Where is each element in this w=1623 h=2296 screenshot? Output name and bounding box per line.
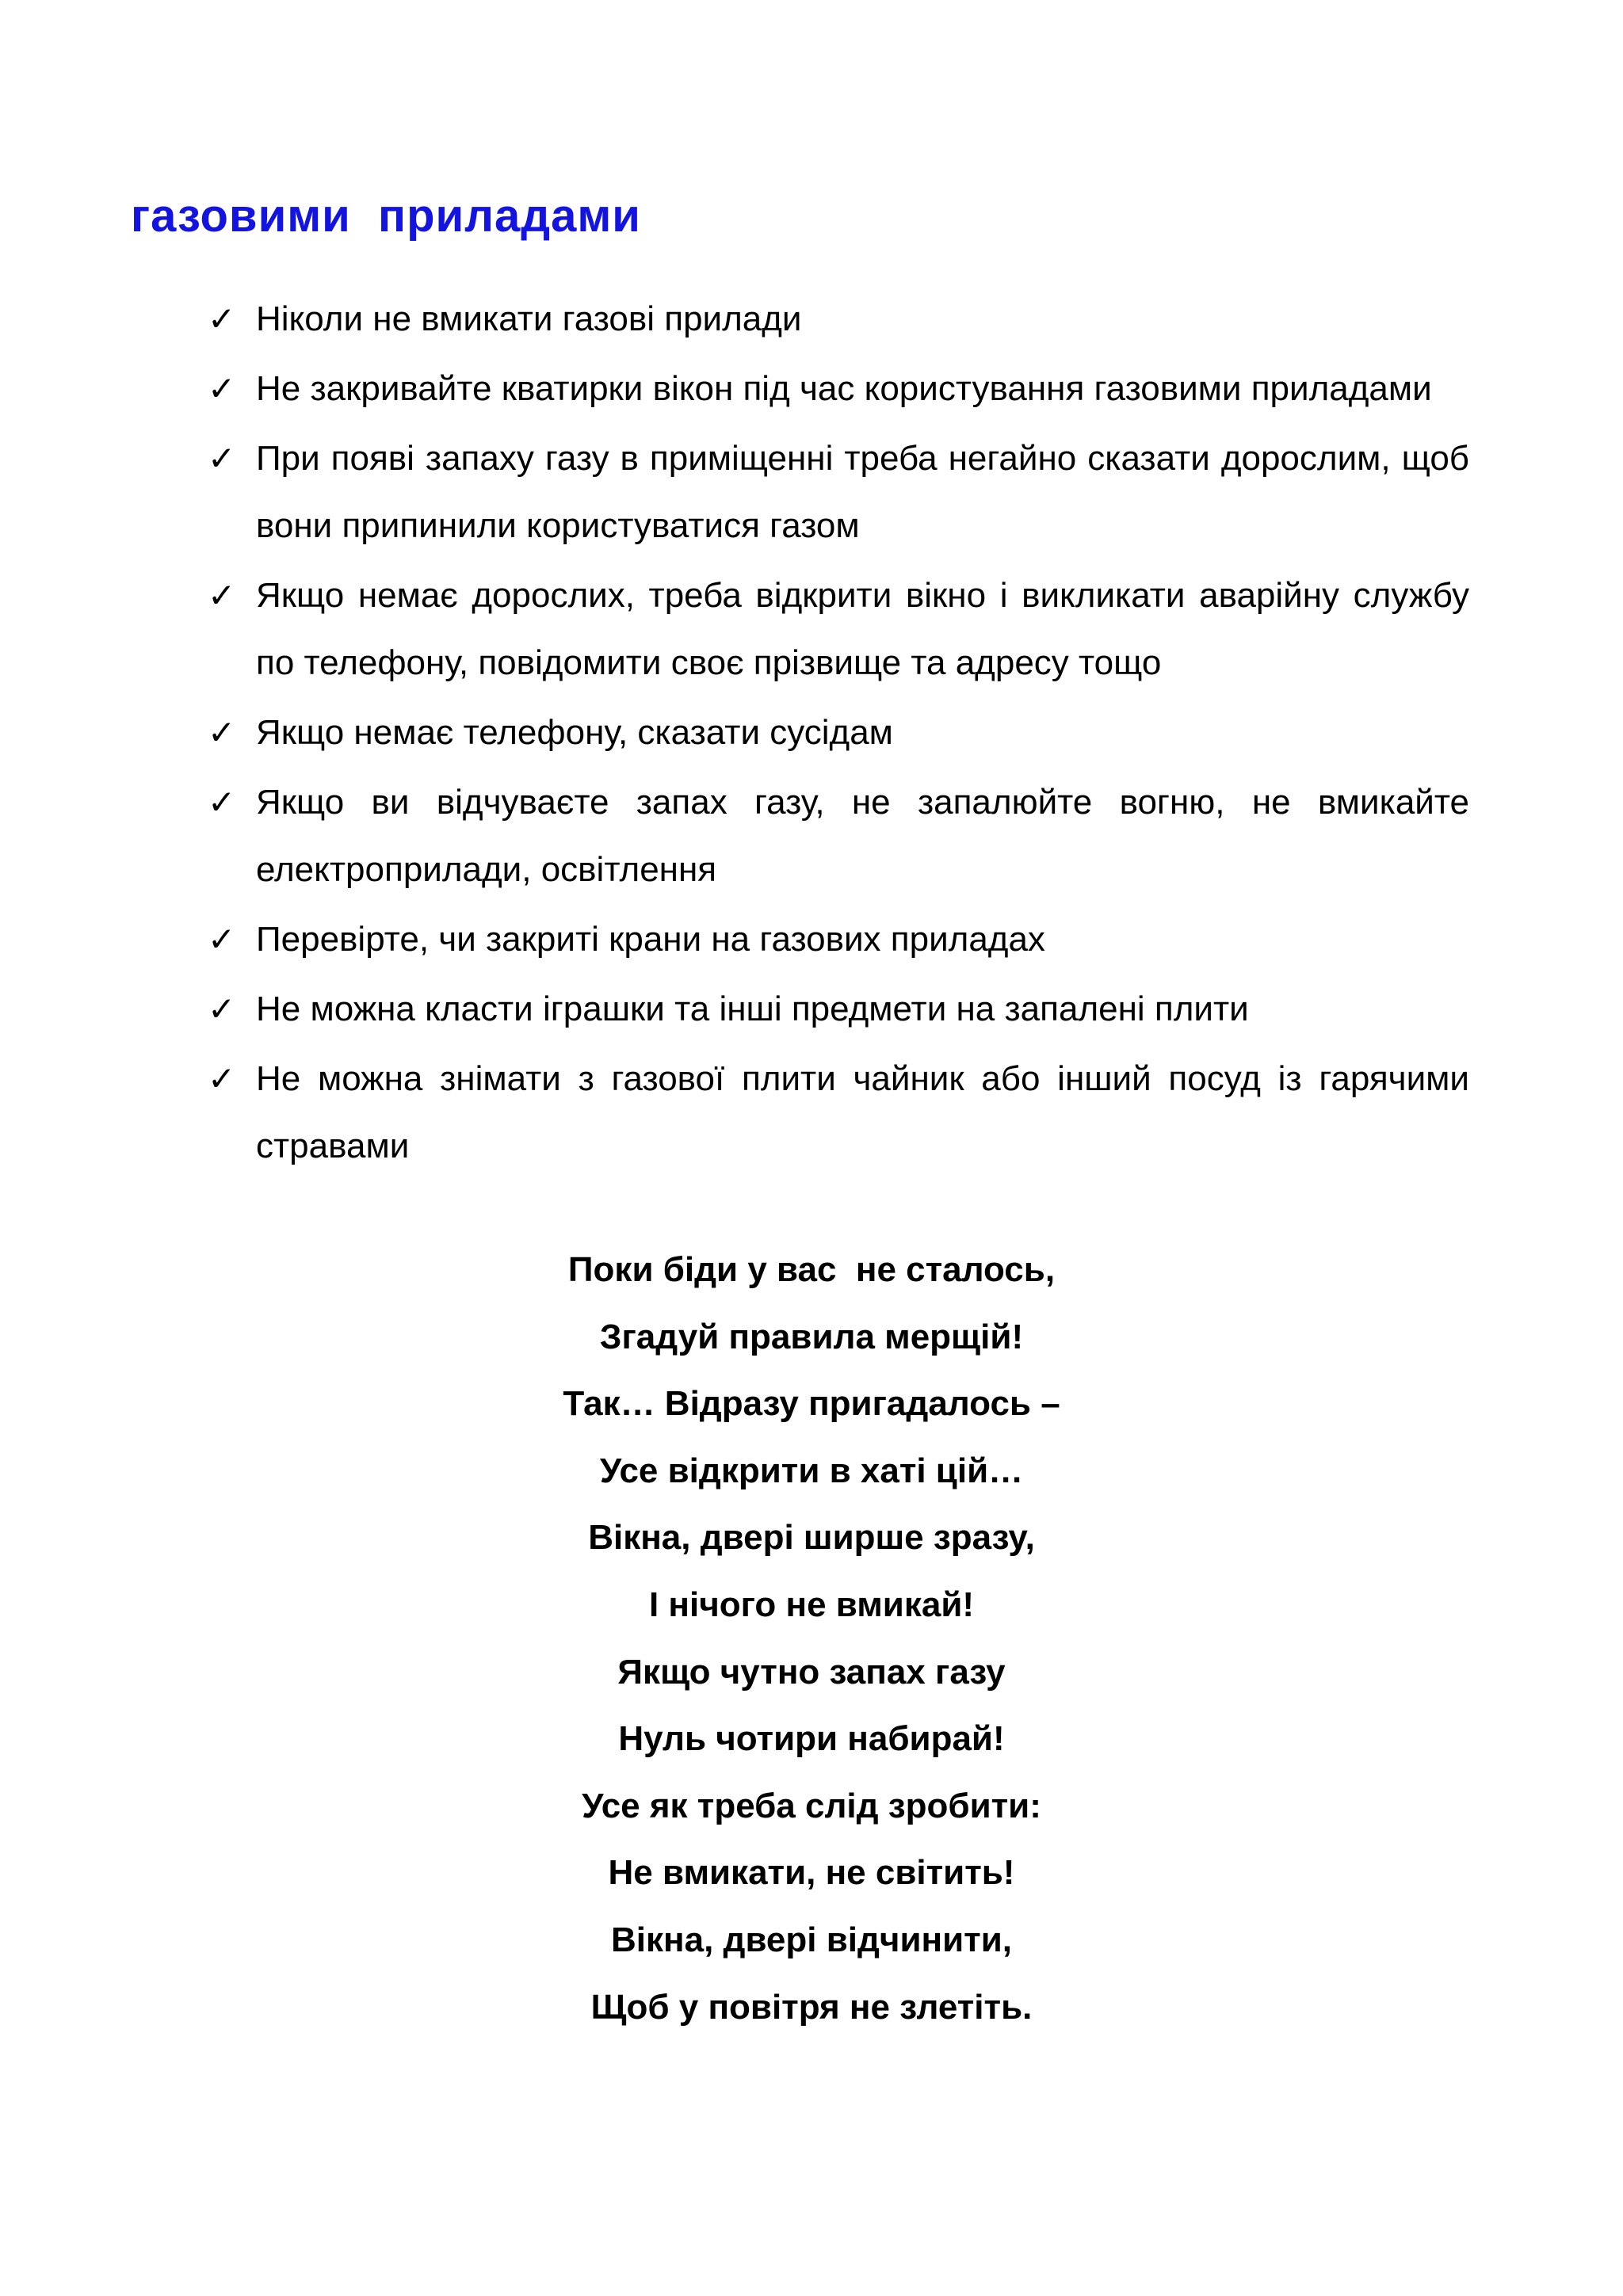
list-item xyxy=(208,769,1469,903)
check-mark-icon: ✓ xyxy=(208,576,236,615)
section-heading: газовими приладами xyxy=(131,190,641,242)
check-mark-icon: ✓ xyxy=(208,713,236,752)
poem-line: Поки біди у вас не сталось, xyxy=(567,1250,1056,1289)
list-item-text: При появі запаху газу в приміщенні треба негайно сказати дорослим, щоб вони припинили користуватися газом xyxy=(256,439,1469,545)
check-mark-icon: ✓ xyxy=(208,783,236,822)
poem xyxy=(0,1237,1623,2041)
list-item-text: Не можна класти іграшки та інші предмети на запалені плити xyxy=(256,990,1249,1028)
poem-line: Якщо чутно запах газу xyxy=(617,1652,1006,1691)
list-item-text: Не можна знімати з газової плити чайник або інший посуд із гарячими стравами xyxy=(256,1059,1469,1165)
list-item-text: Не закривайте кватирки вікон під час користування газовими приладами xyxy=(256,369,1432,408)
safety-rules-list xyxy=(208,285,1469,1182)
list-item-text: Перевірте, чи закриті крани на газових приладах xyxy=(256,920,1045,959)
check-mark-icon: ✓ xyxy=(208,920,236,959)
check-mark-icon: ✓ xyxy=(208,299,236,338)
list-item xyxy=(208,699,1469,766)
check-mark-icon: ✓ xyxy=(208,1059,236,1098)
list-item-text: Якщо ви відчуваєте запах газу, не запалюйте вогню, не вмикайте електроприлади, освітлення xyxy=(256,783,1469,889)
list-item xyxy=(208,906,1469,973)
poem-line: Усе відкрити в хаті цій… xyxy=(599,1451,1024,1490)
list-item xyxy=(208,285,1469,353)
list-item xyxy=(208,1045,1469,1180)
list-item-text: Ніколи не вмикати газові прилади xyxy=(256,299,802,338)
list-item xyxy=(208,355,1469,422)
poem-line: Вікна, двері ширше зразу, xyxy=(588,1518,1035,1558)
poem-line: Нуль чотири набирай! xyxy=(618,1719,1005,1759)
check-mark-icon: ✓ xyxy=(208,990,236,1028)
check-mark-icon: ✓ xyxy=(208,369,236,408)
poem-line: Усе як треба слід зробити: xyxy=(582,1786,1041,1825)
poem-line: І нічого не вмикай! xyxy=(648,1585,975,1624)
check-mark-icon: ✓ xyxy=(208,439,236,478)
poem-line: Не вмикати, не світить! xyxy=(608,1853,1015,1893)
poem-line: Щоб у повітря не злетіть. xyxy=(590,1987,1033,2027)
list-item xyxy=(208,975,1469,1043)
list-item xyxy=(208,562,1469,696)
poem-line: Вікна, двері відчинити, xyxy=(611,1920,1012,1959)
poem-line: Згадуй правила мерщій! xyxy=(599,1317,1024,1356)
list-item xyxy=(208,425,1469,559)
list-item-text: Якщо немає телефону, сказати сусідам xyxy=(256,713,893,752)
list-item-text: Якщо немає дорослих, треба відкрити вікно і викликати аварійну службу по телефону, повідомити своє прізвище та адресу тощо xyxy=(256,576,1469,682)
poem-line: Так… Відразу пригадалось – xyxy=(563,1384,1060,1424)
